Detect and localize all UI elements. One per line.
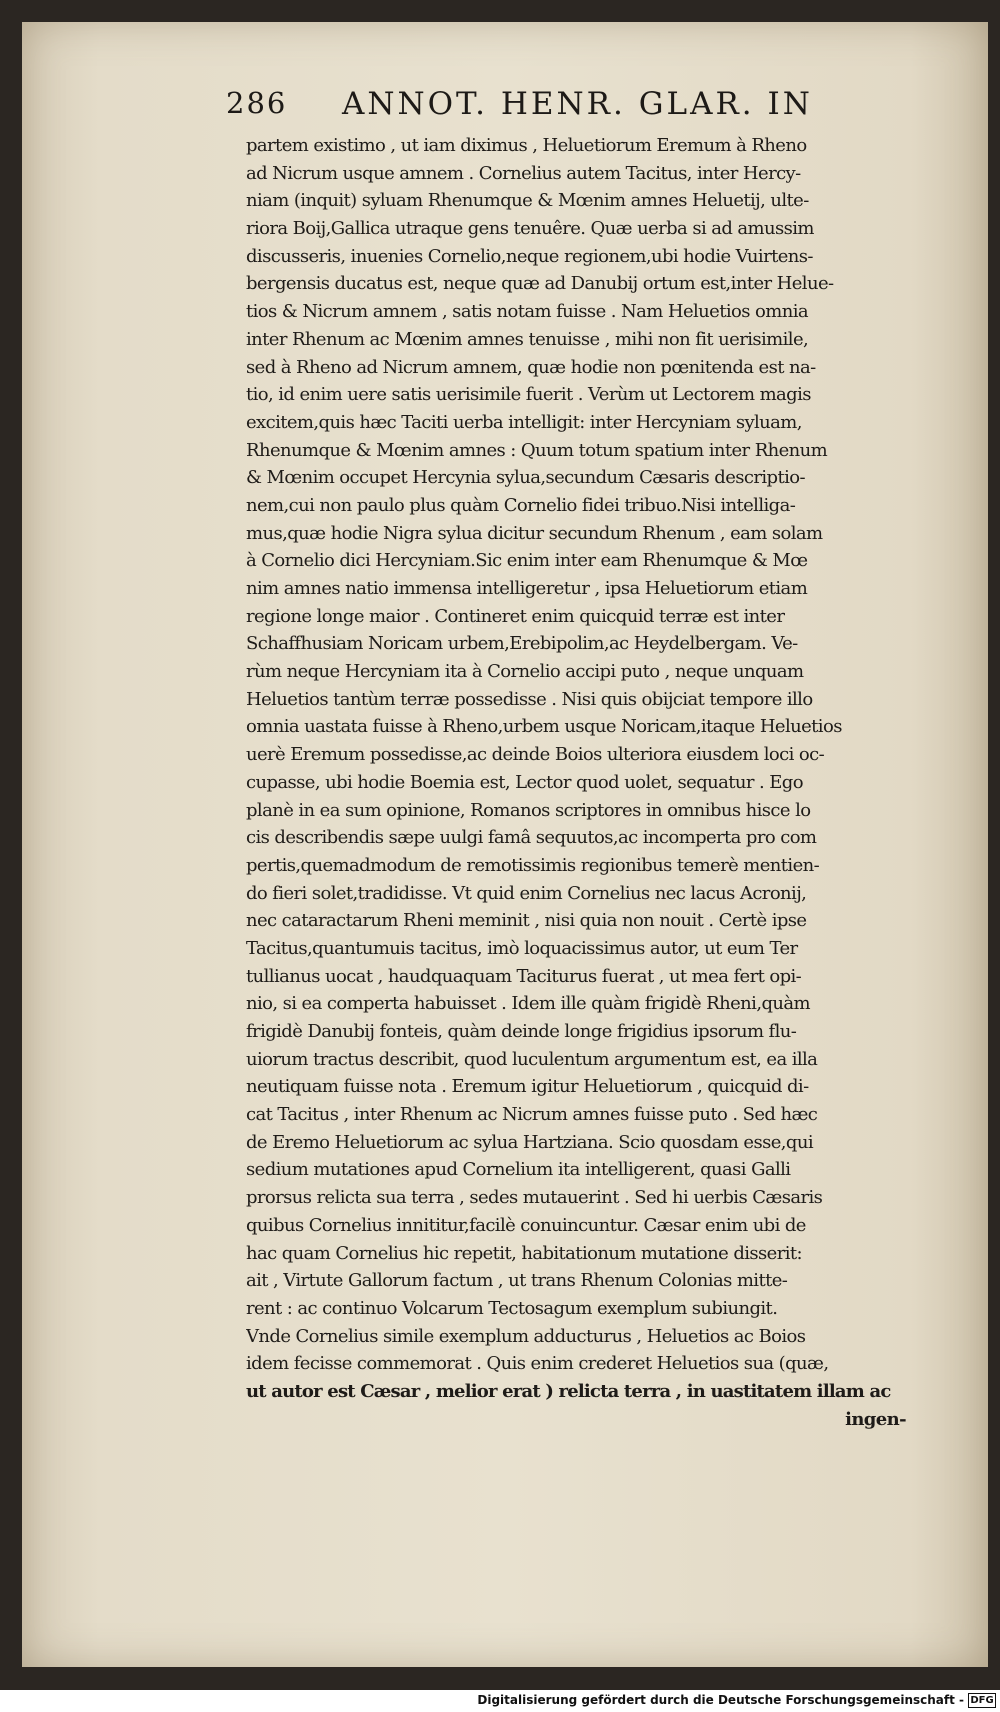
text-line: hac quam Cornelius hic repetit, habitationum mutatione disserit: bbox=[246, 1242, 802, 1264]
text-line: do fieri solet,tradidisse. Vt quid enim Cornelius nec lacus Acronij, bbox=[246, 882, 807, 904]
text-line: Schaffhusiam Noricam urbem,Erebipolim,ac Heydelbergam. Ve- bbox=[246, 633, 798, 655]
text-line: à Cornelio dici Hercyniam.Sic enim inter eam Rhenumque & Mœ bbox=[246, 550, 808, 572]
text-line: cat Tacitus , inter Rhenum ac Nicrum amnes fuisse puto . Sed hæc bbox=[246, 1104, 818, 1126]
text-line: tio, id enim uere satis uerisimile fuerit . Verùm ut Lectorem magis bbox=[246, 384, 811, 406]
text-line: sed à Rheno ad Nicrum amnem, quæ hodie non pœnitenda est na- bbox=[246, 356, 816, 378]
text-line: Rhenumque & Mœnim amnes : Quum totum spatium inter Rhenum bbox=[246, 439, 828, 461]
footer-strip bbox=[0, 1690, 1000, 1712]
text-line: discusseris, inuenies Cornelio,neque regionem,ubi hodie Vuirtens- bbox=[246, 245, 813, 267]
text-line: bergensis ducatus est, neque quæ ad Danubij ortum est,inter Helue- bbox=[246, 273, 834, 295]
text-line: Heluetios tantùm terræ possedisse . Nisi quis obijciat tempore illo bbox=[246, 688, 813, 710]
text-line: nem,cui non paulo plus quàm Cornelio fidei tribuo.Nisi intelliga- bbox=[246, 494, 796, 516]
page-number: 286 bbox=[226, 86, 288, 120]
dfg-logo-icon: DFG bbox=[968, 1693, 996, 1708]
text-line: excitem,quis hæc Taciti uerba intelligit: inter Hercyniam syluam, bbox=[246, 411, 802, 433]
text-line: sedium mutationes apud Cornelium ita intelligerent, quasi Galli bbox=[246, 1159, 791, 1181]
text-line: partem existimo , ut iam diximus , Heluetiorum Eremum à Rheno bbox=[246, 135, 807, 156]
text-line: ad Nicrum usque amnem . Cornelius autem Tacitus, inter Hercy- bbox=[246, 162, 801, 184]
text-line: quibus Cornelius innititur,facilè conuincuntur. Cæsar enim ubi de bbox=[246, 1214, 806, 1236]
funding-note: Digitalisierung gefördert durch die Deutsche Forschungsgemeinschaft - bbox=[477, 1693, 964, 1707]
text-line: rent : ac continuo Volcarum Tectosagum exemplum subiungit. bbox=[246, 1297, 778, 1319]
text-line: riora Boij,Gallica utraque gens tenuêre. Quæ uerba si ad amussim bbox=[246, 218, 814, 240]
text-line: ut autor est Cæsar , melior erat ) relicta terra , in uastitatem illam ac bbox=[246, 1380, 891, 1402]
text-line: inter Rhenum ac Mœnim amnes tenuisse , mihi non fit uerisimile, bbox=[246, 328, 809, 350]
text-line: neutiquam fuisse nota . Eremum igitur Heluetiorum , quicquid di- bbox=[246, 1076, 809, 1098]
text-line: uerè Eremum possedisse,ac deinde Boios ulteriora eiusdem loci oc- bbox=[246, 744, 825, 766]
running-head bbox=[226, 86, 886, 132]
text-line: ait , Virtute Gallorum factum , ut trans Rhenum Colonias mitte- bbox=[246, 1270, 788, 1292]
text-line: frigidè Danubij fonteis, quàm deinde longe frigidius ipsorum flu- bbox=[246, 1021, 797, 1042]
text-line: planè in ea sum opinione, Romanos scriptores in omnibus hisce lo bbox=[246, 799, 811, 821]
text-line: mus,quæ hodie Nigra sylua dicitur secundum Rhenum , eam solam bbox=[246, 522, 823, 544]
text-line: prorsus relicta sua terra , sedes mutauerint . Sed hi uerbis Cæsaris bbox=[246, 1187, 823, 1209]
text-body bbox=[246, 132, 906, 1433]
text-line: cis describendis sæpe uulgi famâ sequutos,ac incomperta pro com bbox=[246, 827, 817, 849]
text-line: nim amnes natio immensa intelligeretur , ipsa Heluetiorum etiam bbox=[246, 578, 808, 599]
catchword: ingen- bbox=[845, 1408, 906, 1430]
text-line: niam (inquit) syluam Rhenumque & Mœnim amnes Heluetij, ulte- bbox=[246, 190, 809, 212]
text-line: & Mœnim occupet Hercynia sylua,secundum Cæsaris descriptio- bbox=[246, 467, 805, 489]
text-line: uiorum tractus describit, quod luculentum argumentum est, ea illa bbox=[246, 1048, 818, 1070]
text-line: tios & Nicrum amnem , satis notam fuisse . Nam Heluetios omnia bbox=[246, 301, 808, 323]
text-line: tullianus uocat , haudquaquam Taciturus fuerat , ut mea fert opi- bbox=[246, 965, 802, 987]
text-line: regione longe maior . Contineret enim quicquid terræ est inter bbox=[246, 605, 785, 627]
text-line: nec cataractarum Rheni meminit , nisi quia non nouit . Certè ipse bbox=[246, 910, 807, 932]
text-line: de Eremo Heluetiorum ac sylua Hartziana. Scio quosdam esse,qui bbox=[246, 1131, 813, 1153]
text-line: Vnde Cornelius simile exemplum adducturus , Heluetios ac Boios bbox=[246, 1325, 806, 1347]
text-line: cupasse, ubi hodie Boemia est, Lector quod uolet, sequatur . Ego bbox=[246, 771, 803, 793]
text-line: idem fecisse commemorat . Quis enim crederet Heluetios sua (quæ, bbox=[246, 1353, 829, 1375]
text-line: Tacitus,quantumuis tacitus, imò loquacissimus autor, ut eum Ter bbox=[246, 937, 798, 959]
running-head-title: ANNOT. HENR. GLAR. IN bbox=[342, 86, 813, 122]
text-line: nio, si ea comperta habuisset . Idem ille quàm frigidè Rheni,quàm bbox=[246, 993, 810, 1015]
text-line: rùm neque Hercyniam ita à Cornelio accipi puto , neque unquam bbox=[246, 661, 804, 683]
text-line: pertis,quemadmodum de remotissimis regionibus temerè mentien- bbox=[246, 854, 820, 876]
text-line: omnia uastata fuisse à Rheno,urbem usque Noricam,itaque Heluetios bbox=[246, 716, 842, 738]
